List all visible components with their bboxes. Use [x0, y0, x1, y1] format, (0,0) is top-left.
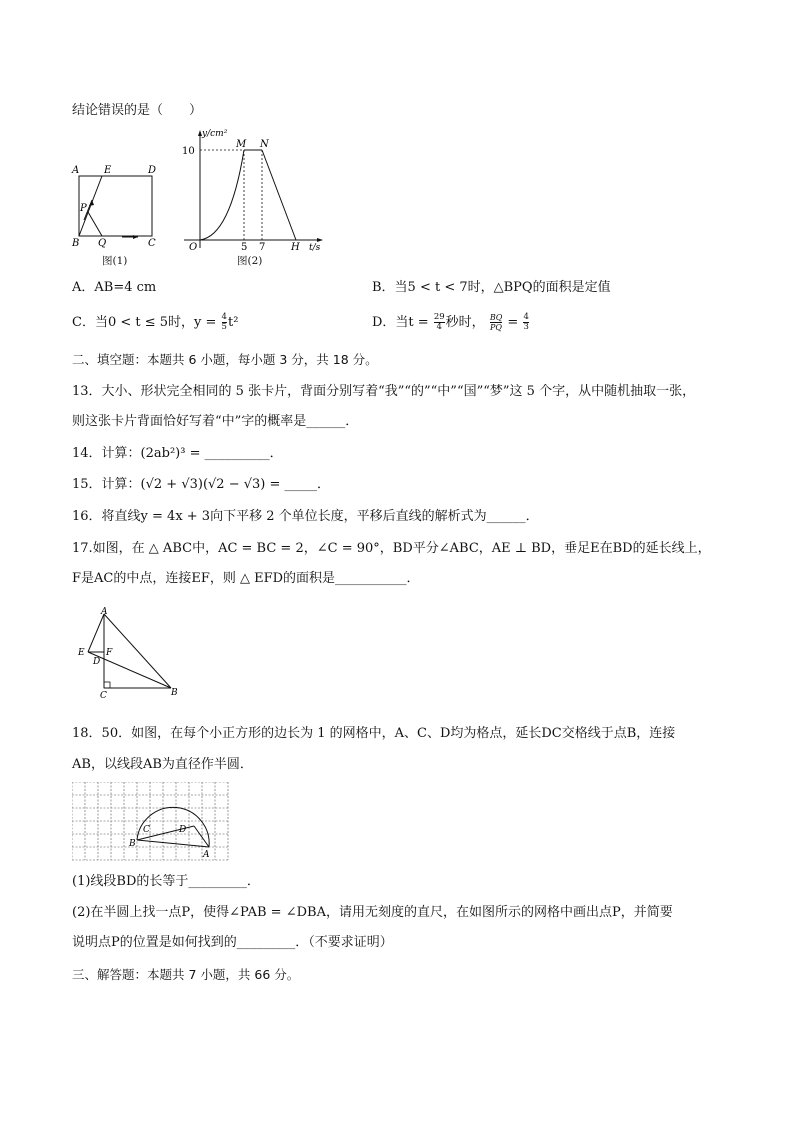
q18-label-c: C [143, 825, 150, 835]
q17-line-1: 17.如图，在 △ ABC中，AC = BC = 2，∠C = 90°，BD平分∠ABC，AE ⊥ BD，垂足E在BD的延长线上， [72, 541, 711, 556]
q17-label-e: E [78, 648, 85, 658]
fig1-caption: 图(1) [102, 255, 128, 267]
q13-line-1: 13．大小、形状完全相同的 5 张卡片，背面分别写着“我”“的”“中”“国”“梦”这 5 个字，从中随机抽取一张， [72, 384, 696, 399]
q12-option-d: D．当t = $\frac{29}{4}$ 秒时， $\frac{BQ}{PQ}$ = $\frac{4}{3}$ [372, 312, 529, 332]
q18-sub-2-line-2: 说明点P的位置是如何找到的_________．（不要求证明） [72, 935, 393, 950]
q16: 16．将直线y = 4x + 3向下平移 2 个单位长度，平移后直线的解析式为______． [72, 509, 539, 524]
q13-line-2: 则这张卡片背面恰好写着“中”字的概率是______． [72, 414, 359, 429]
q18-line-2: AB，以线段AB为直径作半圆． [72, 757, 253, 772]
fig2-label-n: N [260, 139, 269, 150]
fig2-x-tick-5: 5 [241, 242, 248, 253]
q17-line-2: F是AC的中点，连接EF，则 △ EFD的面积是___________． [72, 571, 420, 586]
q17-figure [74, 606, 184, 698]
fig2-y-axis-label: y/cm² [202, 129, 228, 139]
q14: 14．计算：(2ab²)³ = __________． [72, 446, 283, 461]
fig1-label-a: A [72, 165, 80, 176]
q12-stem: 结论错误的是（ ） [72, 103, 203, 118]
fig1-label-c: C [148, 238, 156, 249]
fig1-label-e: E [104, 165, 112, 176]
fig1-label-q: Q [98, 238, 107, 249]
q12-figure-2 [180, 126, 330, 256]
q12-option-c: C．当0 < t ≤ 5时，y = $\frac{4}{5}$ t² [72, 312, 239, 332]
q15: 15．计算：(√2 + √3)(√2 − √3) = _____． [72, 477, 331, 492]
q17-label-c: C [100, 691, 107, 698]
q17-label-b: B [171, 688, 178, 698]
q12-figure-1 [68, 158, 168, 268]
q17-label-d: D [93, 657, 101, 667]
q17-label-a: A [101, 607, 108, 617]
q18-label-b: B [129, 839, 136, 849]
fig1-label-p: P [80, 203, 87, 214]
fig1-label-b: B [72, 238, 80, 249]
fig2-x-tick-7: 7 [259, 242, 266, 253]
q18-sub-2-line-1: (2)在半圆上找一点P，使得∠PAB = ∠DBA，请用无刻度的直尺，在如图所示的网格中画出点P，并简要 [72, 905, 673, 920]
q18-line-1: 18．50．如图，在每个小正方形的边长为 1 的网格中，A、C、D均为格点，延长DC交格线于点B，连接 [72, 726, 676, 741]
q12-option-b: B．当5 < t < 7时，△BPQ的面积是定值 [372, 280, 611, 295]
q12-option-a: A．AB=4 cm [72, 280, 157, 295]
fig1-label-d: D [148, 165, 157, 176]
fig2-label-h: H [291, 242, 300, 253]
q18-sub-1: (1)线段BD的长等于_________． [72, 874, 260, 889]
section-2-heading: 二、填空题：本题共 6 小题，每小题 3 分，共 18 分。 [72, 352, 378, 367]
q18-grid-figure [72, 782, 232, 862]
q18-label-a: A [203, 850, 210, 860]
fig2-label-m: M [236, 139, 247, 150]
section-3-heading: 三、解答题：本题共 7 小题，共 66 分。 [72, 967, 300, 982]
q17-label-f: F [106, 648, 113, 658]
fig2-x-axis-label: t/s [309, 243, 321, 253]
fig2-y-tick: 10 [182, 146, 195, 157]
q18-label-d: D [179, 825, 187, 835]
fig2-caption: 图(2) [237, 255, 263, 267]
fig2-origin: O [189, 242, 198, 253]
